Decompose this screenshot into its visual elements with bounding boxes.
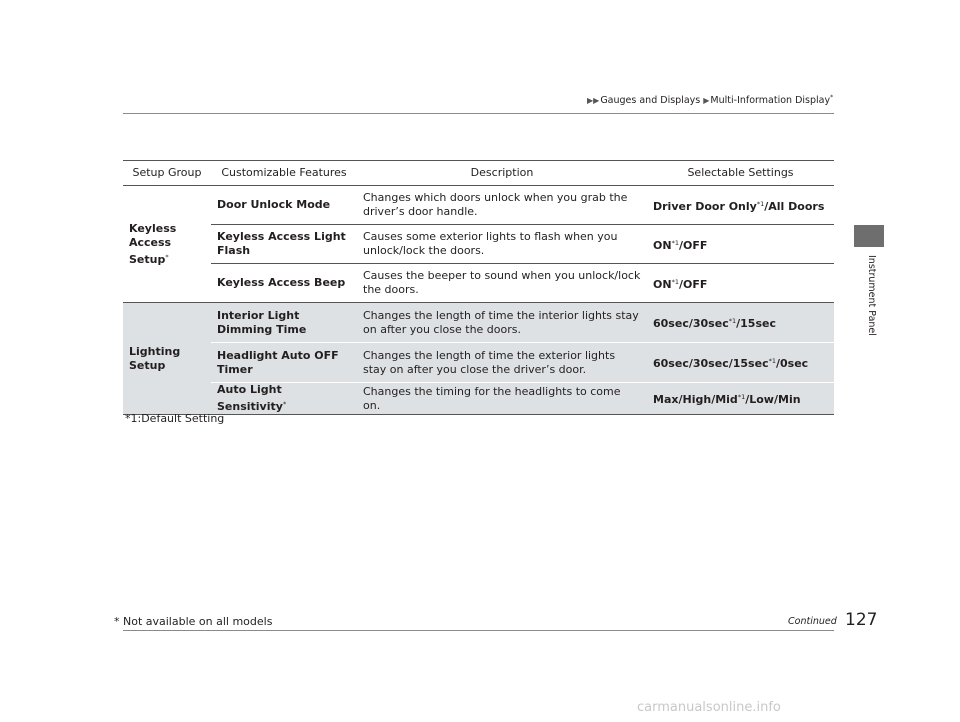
table-row (123, 303, 834, 343)
table-row (123, 383, 834, 415)
feature-description: Causes the beeper to sound when you unlock/lock the doors. (357, 264, 647, 303)
page-footnote: * Not available on all models (114, 615, 273, 628)
column-header: Description (357, 161, 647, 186)
watermark: carmanualsonline.info (637, 700, 781, 715)
setting-option: 60sec (653, 317, 689, 330)
selectable-settings: ON$^{*1}$/OFF (647, 264, 834, 303)
column-header: Customizable Features (211, 161, 357, 186)
feature-name: Door Unlock Mode (211, 186, 357, 225)
setting-option: 30sec (692, 317, 729, 330)
feature-name: Keyless Access Beep (211, 264, 357, 303)
setup-group-name: Keyless Access Setup (129, 221, 177, 266)
double-arrow-icon: ▶▶ (587, 96, 600, 105)
table-header-row (123, 161, 834, 186)
setting-option: 60sec (653, 357, 689, 370)
page-number: 127 (845, 610, 878, 630)
default-marker: *1 (768, 357, 776, 365)
feature-description: Changes the length of time the interior lights stay on after you close the doors. (357, 303, 647, 343)
column-header: Setup Group (123, 161, 211, 186)
feature-description: Changes the length of time the exterior lights stay on after you close the driver’s door. (357, 343, 647, 383)
table-row (123, 225, 834, 264)
table-row (123, 186, 834, 225)
setting-option: Mid (715, 393, 738, 406)
setting-option: All Doors (768, 199, 825, 213)
table-row (123, 343, 834, 383)
setting-option: 30sec (692, 357, 729, 370)
availability-marker: * (282, 400, 287, 408)
setting-option: 15sec (740, 317, 776, 330)
feature-name: Headlight Auto OFF Timer (211, 343, 357, 383)
feature-name: Interior Light Dimming Time (211, 303, 357, 343)
selectable-settings: ON$^{*1}$/OFF (647, 225, 834, 264)
feature-label: Auto Light Sensitivity (217, 383, 283, 413)
setting-option: High (682, 393, 712, 406)
setting-option: Low (749, 393, 774, 406)
selectable-settings: Driver Door Only$^{*1}$/All Doors (647, 186, 834, 225)
arrow-icon: ▶ (703, 96, 710, 105)
setup-group-cell (123, 186, 211, 303)
continued-label: Continued (788, 616, 837, 627)
default-marker: *1 (671, 277, 679, 286)
feature-description: Changes which doors unlock when you grab the driver’s door handle. (357, 186, 647, 225)
setting-option: ON (653, 277, 672, 291)
footer-rule (123, 630, 834, 631)
setting-option: OFF (682, 277, 708, 291)
feature-name: Keyless Access Light Flash (211, 225, 357, 264)
setup-group-name: Lighting Setup (129, 344, 181, 372)
breadcrumb-section[interactable]: Gauges and Displays (600, 95, 701, 106)
table-row (123, 264, 834, 303)
section-tab (854, 225, 884, 247)
default-marker: *1 (671, 238, 679, 247)
feature-description: Changes the timing for the headlights to come on. (357, 383, 647, 415)
setting-option: Driver Door Only (653, 199, 757, 213)
header-rule (123, 113, 834, 114)
setup-group-cell (123, 303, 211, 415)
setting-option: 15sec (732, 357, 769, 370)
setting-option: OFF (682, 238, 708, 252)
breadcrumb-marker: * (830, 94, 834, 101)
table-footnote: *1:Default Setting (125, 412, 225, 425)
selectable-settings: Max/High/Mid$^{*1}$/Low/Min (647, 383, 834, 415)
setting-option: ON (653, 238, 672, 252)
availability-marker: * (165, 252, 169, 261)
settings-table (123, 160, 834, 415)
default-marker: *1 (728, 317, 737, 325)
default-marker: *1 (756, 199, 765, 208)
feature-name (211, 383, 357, 415)
breadcrumb (587, 94, 833, 106)
selectable-settings: $60\sec/30\sec^{*1}/15\sec$ (647, 303, 834, 343)
section-label: Instrument Panel (866, 255, 877, 336)
feature-description: Causes some exterior lights to flash when you unlock/lock the doors. (357, 225, 647, 264)
setting-option: Min (778, 393, 801, 406)
breadcrumb-page[interactable]: Multi-Information Display (710, 95, 831, 106)
setting-option: Max (653, 393, 679, 406)
selectable-settings: $60\sec/30\sec/15\sec^{*1}/0\sec$ (647, 343, 834, 383)
default-marker: *1 (737, 393, 746, 401)
setting-option: 0sec (780, 357, 809, 370)
column-header: Selectable Settings (647, 161, 834, 186)
